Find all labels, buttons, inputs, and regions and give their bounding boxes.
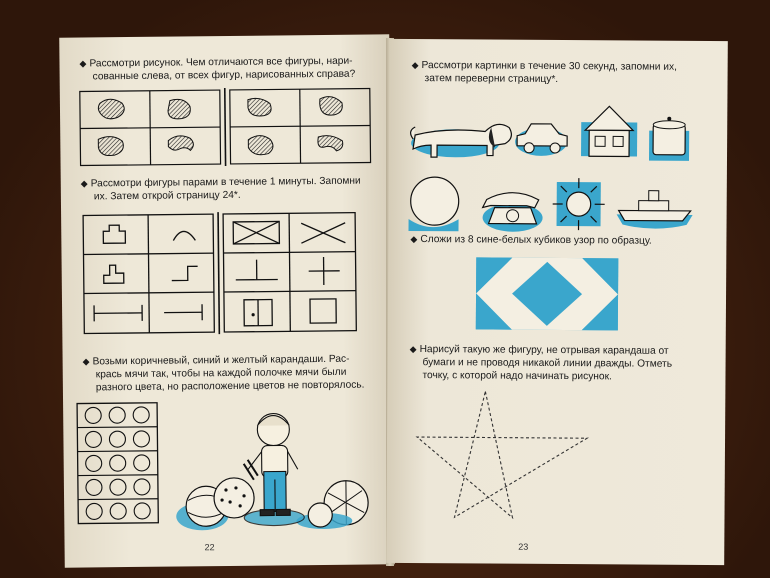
left-page (59, 34, 395, 567)
right-task2-text (410, 233, 651, 248)
dog-icon (410, 124, 511, 158)
left-task3-line1: Возьми коричневый, синий и желтый карандаши. Рас- (92, 353, 350, 368)
shelf-ball-circle (86, 455, 102, 471)
ball-shelves-grid (77, 403, 160, 526)
shelf-ball-circle (109, 407, 125, 423)
right-task3-line2: бумаги и не проводя никакой линии дважды. Отметь (422, 357, 673, 370)
ship-icon (617, 190, 693, 229)
left-task1-line2: сованные слева, от всех фигур, нарисованных справа? (92, 68, 356, 83)
diamond-bullet-icon: ◆ (79, 58, 87, 69)
shelf-ball-circle (86, 479, 102, 495)
right-task1-text (412, 59, 677, 87)
diamond-bullet-icon: ◆ (410, 233, 418, 245)
shelf-ball-circle (133, 431, 149, 447)
sun-icon (553, 178, 605, 230)
house-icon (581, 106, 637, 156)
left-page-number: 22 (204, 542, 215, 553)
left-task2-line1: Рассмотри фигуры парами в течение 1 минуты. Запомни (90, 175, 361, 190)
diamond-bullet-icon: ◆ (80, 178, 88, 189)
shelf-ball-circle (133, 407, 149, 423)
shelf-line (78, 475, 158, 476)
left-task1-line1: Рассмотри рисунок. Чем отличаются все фигуры, нари- (89, 55, 353, 70)
shelf-line (78, 499, 158, 500)
left-task3-line2: крась мячи так, чтобы на каждой полочке мячи были (95, 366, 347, 381)
right-task3-line1: Нарисуй такую же фигуру, не отрывая карандаша от (419, 344, 669, 357)
left-task2-text (81, 175, 361, 204)
diamond-bullet-icon: ◆ (409, 343, 417, 355)
right-task3-text (409, 343, 672, 384)
right-task1-line1: Рассмотри картинки в течение 30 секунд, запомни их, (421, 60, 677, 73)
memory-pictures-row1 (405, 99, 715, 167)
child-with-balls-illustration (173, 406, 374, 532)
orange-icon (408, 177, 458, 231)
shelf-ball-circle (134, 479, 150, 495)
star-figure (414, 391, 595, 522)
memory-pairs-grid (83, 212, 384, 333)
right-task2-line: Сложи из 8 сине-белых кубиков узор по образцу. (420, 234, 652, 247)
child-figure (243, 413, 304, 526)
shapes-comparison-grids (80, 86, 381, 167)
left-task2-line2: их. Затем открой страницу 24*. (93, 189, 241, 203)
right-page-number: 23 (518, 541, 529, 552)
shelf-ball-circle (86, 503, 102, 519)
memory-pictures-row2 (408, 173, 714, 237)
shelf-ball-circle (134, 503, 150, 519)
diamond-bullet-icon: ◆ (411, 59, 419, 71)
shelf-line (77, 427, 157, 428)
telephone-icon (482, 192, 542, 231)
left-task1-text (79, 55, 355, 84)
blue-white-cube-pattern (476, 257, 618, 330)
shelf-ball-circle (109, 431, 125, 447)
car-icon (515, 124, 567, 156)
diamond-bullet-icon: ◆ (82, 356, 90, 367)
shelf-ball-circle (110, 455, 126, 471)
shelf-ball-circle (110, 503, 126, 519)
pot-icon (649, 117, 689, 161)
right-task3-line3: точку, с которой надо начинать рисунок. (422, 370, 612, 383)
shelf-ball-circle (134, 455, 150, 471)
shelf-ball-circle (85, 407, 101, 423)
left-task3-line3: разного цвета, но расположение цветов не повторялось. (95, 379, 365, 394)
right-page (386, 39, 728, 565)
shelf-line (78, 451, 158, 452)
shelf-ball-circle (85, 431, 101, 447)
shelf-ball-circle (110, 479, 126, 495)
right-task1-line2: затем переверни страницу*. (424, 73, 559, 86)
left-task3-text (83, 353, 365, 395)
